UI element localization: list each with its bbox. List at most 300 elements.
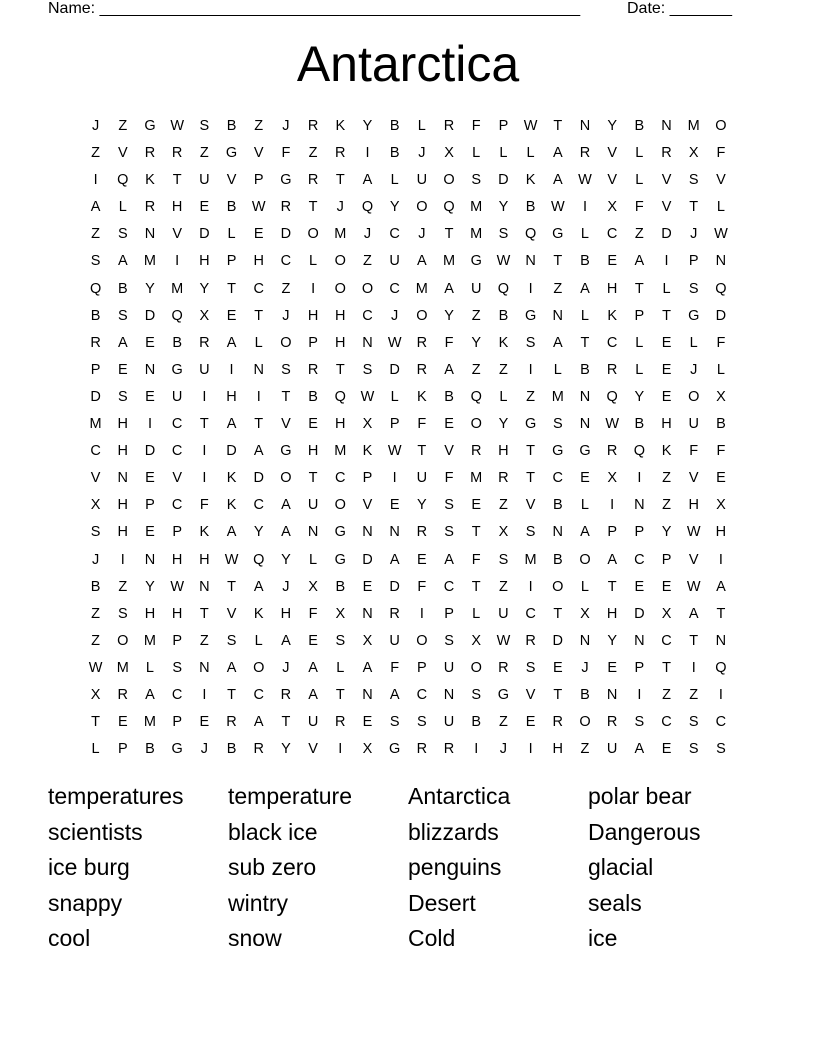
grid-cell: J: [282, 578, 290, 595]
grid-cell: A: [580, 280, 590, 297]
grid-cell: Z: [662, 686, 671, 703]
grid-cell: V: [226, 605, 237, 622]
grid-cell: C: [634, 551, 645, 568]
grid-cell: Y: [145, 578, 155, 595]
grid-cell: P: [226, 253, 237, 270]
grid-cell: N: [579, 632, 591, 649]
grid-cell: N: [634, 497, 645, 514]
grid-cell: M: [524, 551, 537, 568]
grid-cell: L: [417, 118, 426, 134]
grid-cell: V: [607, 145, 617, 162]
grid-cell: I: [419, 605, 424, 622]
grid-cell: Y: [607, 632, 617, 649]
grid-cell: B: [716, 416, 726, 433]
grid-cell: E: [417, 551, 427, 568]
grid-cell: U: [443, 714, 455, 731]
grid-cell: R: [280, 686, 292, 703]
word-list-item: penguins: [408, 854, 502, 880]
grid-cell: X: [688, 145, 699, 162]
grid-cell: N: [144, 361, 156, 378]
grid-cell: R: [661, 145, 672, 162]
grid-cell: G: [524, 307, 537, 324]
grid-cell: T: [91, 714, 101, 731]
grid-cell: N: [362, 686, 373, 703]
grid-cell: P: [172, 714, 182, 731]
grid-cell: Y: [498, 199, 509, 216]
grid-cell: Q: [117, 172, 129, 189]
grid-cell: P: [444, 605, 454, 622]
grid-cell: A: [634, 741, 645, 758]
grid-cell: V: [525, 497, 536, 514]
grid-cell: D: [498, 172, 509, 189]
grid-cell: Z: [580, 741, 590, 758]
grid-cell: W: [578, 172, 592, 189]
grid-cell: K: [199, 524, 210, 541]
grid-cell: S: [199, 118, 210, 134]
grid-cell: G: [470, 253, 482, 270]
grid-cell: Q: [443, 199, 455, 216]
grid-cell: A: [226, 334, 237, 351]
grid-cell: F: [417, 416, 427, 433]
grid-cell: X: [580, 605, 590, 622]
grid-cell: N: [634, 632, 645, 649]
grid-cell: T: [227, 280, 236, 297]
grid-cell: N: [661, 118, 672, 134]
grid-cell: C: [389, 280, 400, 297]
grid-cell: Y: [362, 118, 373, 134]
grid-cell: Z: [118, 578, 128, 595]
grid-cell: S: [688, 741, 699, 758]
grid-cell: L: [635, 361, 644, 378]
grid-cell: R: [144, 199, 156, 216]
grid-cell: J: [418, 145, 426, 162]
grid-cell: C: [171, 497, 183, 514]
grid-cell: N: [199, 659, 210, 676]
grid-cell: T: [580, 334, 590, 351]
grid-cell: O: [280, 470, 292, 487]
grid-cell: D: [253, 470, 264, 487]
grid-cell: S: [525, 659, 536, 676]
grid-cell: R: [171, 145, 183, 162]
grid-cell: H: [117, 416, 129, 433]
grid-cell: H: [606, 605, 618, 622]
grid-cell: M: [470, 226, 483, 243]
grid-cell: R: [416, 741, 428, 758]
grid-cell: A: [580, 524, 590, 541]
grid-cell: T: [689, 199, 699, 216]
grid-cell: H: [307, 443, 319, 460]
grid-cell: M: [334, 226, 347, 243]
grid-cell: J: [363, 226, 372, 243]
grid-cell: B: [389, 118, 400, 134]
header: [48, 0, 748, 22]
grid-cell: X: [362, 632, 373, 649]
grid-cell: N: [715, 253, 727, 270]
grid-cell: R: [525, 632, 536, 649]
grid-cell: E: [444, 416, 454, 433]
grid-cell: I: [528, 741, 533, 758]
grid-cell: C: [253, 686, 264, 703]
grid-cell: M: [89, 416, 102, 433]
grid-cell: J: [690, 226, 698, 243]
grid-cell: K: [498, 334, 509, 351]
grid-cell: H: [117, 524, 129, 541]
grid-cell: Y: [607, 118, 617, 134]
grid-cell: H: [715, 524, 727, 541]
grid-cell: S: [362, 361, 373, 378]
grid-cell: C: [90, 443, 101, 460]
grid-cell: S: [634, 714, 645, 731]
grid-cell: H: [335, 334, 346, 351]
grid-cell: A: [145, 686, 155, 703]
grid-cell: E: [199, 714, 210, 731]
grid-cell: O: [470, 659, 482, 676]
word-list-item: cool: [48, 925, 91, 951]
grid-cell: R: [117, 686, 129, 703]
grid-cell: L: [390, 388, 399, 405]
grid-cell: R: [552, 714, 564, 731]
grid-cell: X: [498, 524, 509, 541]
grid-cell: A: [117, 334, 128, 351]
grid-cell: L: [580, 307, 589, 324]
grid-cell: Z: [634, 226, 644, 243]
grid-cell: Z: [498, 361, 508, 378]
grid-cell: S: [281, 361, 291, 378]
grid-cell: E: [117, 714, 128, 731]
grid-cell: H: [199, 253, 210, 270]
grid-cell: V: [281, 416, 291, 433]
grid-cell: T: [662, 307, 671, 324]
grid-cell: K: [145, 172, 155, 189]
grid-cell: P: [172, 524, 182, 541]
grid-cell: S: [716, 741, 726, 758]
grid-cell: C: [661, 632, 672, 649]
grid-cell: B: [90, 307, 101, 324]
grid-cell: D: [199, 226, 210, 243]
grid-cell: S: [90, 253, 101, 270]
grid-cell: S: [498, 226, 509, 243]
grid-cell: W: [387, 443, 402, 460]
grid-cell: G: [389, 741, 401, 758]
grid-cell: B: [634, 118, 645, 134]
grid-cell: I: [229, 361, 234, 378]
grid-cell: R: [307, 172, 319, 189]
grid-cell: T: [281, 388, 291, 405]
word-list-item: black ice: [228, 818, 318, 845]
grid-cell: N: [579, 118, 591, 134]
grid-cell: L: [635, 172, 644, 189]
grid-cell: A: [253, 578, 264, 595]
grid-cell: T: [199, 605, 209, 622]
grid-cell: J: [499, 741, 508, 758]
grid-cell: B: [389, 145, 400, 162]
grid-cell: V: [661, 172, 672, 189]
grid-cell: X: [362, 741, 373, 758]
grid-cell: V: [172, 470, 182, 487]
grid-cell: C: [606, 334, 618, 351]
grid-cell: I: [120, 551, 125, 568]
grid-cell: M: [551, 388, 564, 405]
grid-cell: I: [311, 280, 316, 297]
grid-cell: R: [253, 741, 264, 758]
grid-cell: L: [553, 361, 562, 378]
grid-cell: C: [443, 578, 455, 595]
grid-cell: M: [442, 253, 456, 270]
grid-cell: T: [607, 578, 617, 595]
grid-cell: F: [716, 443, 726, 460]
grid-cell: C: [362, 307, 373, 324]
grid-cell: E: [145, 470, 155, 487]
word-list-item: seals: [588, 889, 642, 916]
word-list-item: scientists: [48, 818, 143, 845]
grid-cell: S: [417, 714, 427, 731]
grid-cell: E: [362, 714, 373, 731]
grid-cell: Y: [281, 741, 291, 758]
grid-cell: B: [471, 714, 482, 731]
grid-cell: G: [280, 172, 292, 189]
grid-cell: O: [280, 334, 292, 351]
grid-cell: K: [253, 605, 264, 622]
grid-cell: V: [661, 199, 672, 216]
grid-cell: Z: [498, 714, 508, 731]
grid-cell: V: [716, 172, 726, 189]
grid-cell: X: [199, 307, 210, 324]
grid-cell: R: [498, 659, 509, 676]
grid-cell: Z: [553, 280, 563, 297]
grid-cell: S: [444, 632, 454, 649]
grid-cell: F: [390, 659, 400, 676]
page-title: Antarctica: [296, 36, 520, 92]
word-list-item: Desert: [408, 889, 476, 916]
grid-cell: I: [637, 686, 642, 703]
grid-cell: D: [144, 307, 156, 324]
grid-cell: C: [280, 253, 292, 270]
grid-cell: D: [715, 307, 727, 324]
grid-cell: B: [580, 686, 590, 703]
grid-cell: A: [552, 145, 563, 162]
grid-cell: E: [226, 307, 237, 324]
grid-cell: W: [170, 118, 184, 134]
grid-cell: S: [444, 524, 454, 541]
grid-cell: A: [226, 416, 237, 433]
grid-cell: M: [415, 280, 428, 297]
grid-cell: V: [117, 145, 128, 162]
grid-cell: A: [253, 714, 264, 731]
grid-cell: X: [607, 470, 617, 487]
grid-cell: L: [91, 741, 100, 758]
grid-cell: Z: [363, 253, 372, 270]
grid-cell: B: [90, 578, 101, 595]
grid-cell: W: [686, 578, 701, 595]
grid-cell: C: [253, 280, 264, 297]
grid-cell: R: [498, 470, 509, 487]
grid-cell: A: [308, 659, 318, 676]
grid-cell: H: [117, 443, 129, 460]
grid-cell: B: [145, 741, 155, 758]
grid-cell: O: [579, 714, 591, 731]
grid-cell: E: [308, 416, 318, 433]
grid-cell: E: [389, 497, 400, 514]
grid-cell: D: [362, 551, 373, 568]
grid-cell: J: [336, 199, 344, 216]
grid-cell: T: [335, 361, 345, 378]
grid-cell: M: [470, 199, 483, 216]
grid-cell: P: [607, 524, 617, 541]
grid-cell: T: [716, 605, 726, 622]
grid-cell: U: [389, 253, 400, 270]
grid-cell: I: [474, 741, 479, 758]
grid-cell: M: [470, 470, 483, 487]
grid-cell: R: [606, 714, 618, 731]
grid-cell: Z: [689, 686, 699, 703]
grid-cell: B: [580, 253, 590, 270]
grid-cell: T: [634, 280, 644, 297]
grid-cell: F: [471, 118, 481, 134]
grid-cell: N: [362, 334, 373, 351]
grid-cell: R: [226, 714, 237, 731]
grid-cell: Z: [118, 118, 128, 134]
grid-cell: C: [552, 470, 564, 487]
grid-cell: Z: [471, 307, 481, 324]
grid-cell: R: [579, 145, 591, 162]
grid-cell: E: [199, 199, 210, 216]
grid-cell: B: [226, 741, 237, 758]
grid-cell: F: [417, 578, 427, 595]
grid-cell: F: [281, 145, 291, 162]
grid-cell: T: [471, 524, 481, 541]
grid-cell: X: [308, 578, 318, 595]
grid-cell: G: [334, 524, 346, 541]
grid-cell: A: [607, 551, 617, 568]
grid-cell: J: [200, 741, 208, 758]
grid-cell: T: [172, 172, 182, 189]
grid-cell: X: [471, 632, 482, 649]
grid-cell: Z: [91, 605, 101, 622]
grid-cell: R: [90, 334, 101, 351]
grid-cell: Y: [444, 307, 454, 324]
grid-cell: B: [226, 118, 237, 134]
grid-cell: S: [471, 686, 482, 703]
grid-cell: Q: [361, 199, 374, 216]
grid-cell: E: [661, 741, 672, 758]
grid-cell: I: [338, 741, 343, 758]
word-list-item: blizzards: [408, 818, 499, 845]
grid-cell: W: [550, 199, 565, 216]
grid-cell: F: [716, 145, 726, 162]
grid-cell: E: [661, 578, 672, 595]
grid-cell: W: [88, 659, 103, 676]
grid-cell: H: [335, 307, 346, 324]
grid-cell: R: [335, 145, 346, 162]
grid-cell: P: [145, 497, 155, 514]
grid-cell: D: [389, 361, 400, 378]
grid-cell: C: [171, 416, 183, 433]
grid-cell: T: [444, 226, 454, 243]
grid-cell: R: [443, 741, 455, 758]
grid-cell: R: [307, 361, 319, 378]
grid-cell: C: [606, 226, 618, 243]
grid-cell: D: [144, 443, 156, 460]
grid-cell: Z: [91, 226, 101, 243]
grid-cell: Z: [91, 145, 101, 162]
grid-cell: G: [280, 443, 292, 460]
grid-cell: F: [308, 605, 318, 622]
grid-cell: Q: [715, 280, 727, 297]
grid-cell: R: [199, 334, 210, 351]
grid-cell: S: [117, 388, 128, 405]
grid-cell: Z: [662, 497, 671, 514]
grid-cell: S: [688, 172, 699, 189]
grid-cell: O: [416, 199, 428, 216]
grid-cell: X: [716, 497, 726, 514]
word-list-item: snow: [228, 925, 282, 951]
grid-cell: T: [526, 443, 536, 460]
grid-cell: Z: [308, 145, 318, 162]
grid-cell: F: [471, 551, 481, 568]
word-list-item: snappy: [48, 889, 123, 916]
grid-cell: H: [226, 388, 237, 405]
grid-cell: F: [444, 470, 454, 487]
grid-cell: I: [202, 686, 207, 703]
grid-cell: R: [144, 145, 156, 162]
grid-cell: J: [418, 226, 426, 243]
grid-cell: A: [226, 524, 237, 541]
grid-cell: N: [144, 551, 156, 568]
grid-cell: T: [553, 118, 563, 134]
grid-cell: O: [470, 416, 482, 433]
grid-cell: B: [498, 307, 509, 324]
grid-cell: S: [335, 632, 346, 649]
grid-cell: N: [253, 361, 264, 378]
grid-cell: N: [117, 470, 129, 487]
grid-cell: O: [688, 388, 700, 405]
grid-cell: W: [224, 551, 239, 568]
grid-cell: W: [686, 524, 701, 541]
grid-cell: L: [472, 605, 481, 622]
grid-cell: B: [552, 497, 563, 514]
word-list-item: ice: [588, 925, 618, 951]
grid-cell: L: [499, 145, 508, 162]
grid-cell: S: [525, 524, 536, 541]
grid-cell: H: [171, 199, 183, 216]
grid-cell: X: [444, 145, 454, 162]
grid-cell: L: [390, 172, 399, 189]
grid-cell: E: [362, 578, 373, 595]
grid-cell: Y: [417, 497, 427, 514]
grid-cell: G: [334, 551, 346, 568]
grid-cell: D: [226, 443, 237, 460]
grid-cell: H: [552, 741, 564, 758]
grid-cell: T: [227, 578, 236, 595]
grid-cell: K: [226, 470, 237, 487]
grid-cell: V: [90, 470, 101, 487]
grid-cell: V: [688, 551, 699, 568]
grid-cell: A: [281, 524, 291, 541]
grid-cell: K: [525, 172, 536, 189]
grid-cell: Z: [91, 632, 101, 649]
grid-cell: R: [307, 118, 319, 134]
grid-cell: Z: [662, 470, 671, 487]
grid-cell: T: [199, 416, 209, 433]
word-list: [48, 779, 768, 957]
grid-cell: I: [528, 280, 533, 297]
grid-cell: U: [416, 470, 428, 487]
grid-cell: H: [661, 416, 672, 433]
grid-cell: H: [307, 307, 319, 324]
grid-cell: I: [202, 443, 207, 460]
word-list-item: polar bear: [588, 783, 692, 809]
grid-cell: G: [524, 416, 537, 433]
